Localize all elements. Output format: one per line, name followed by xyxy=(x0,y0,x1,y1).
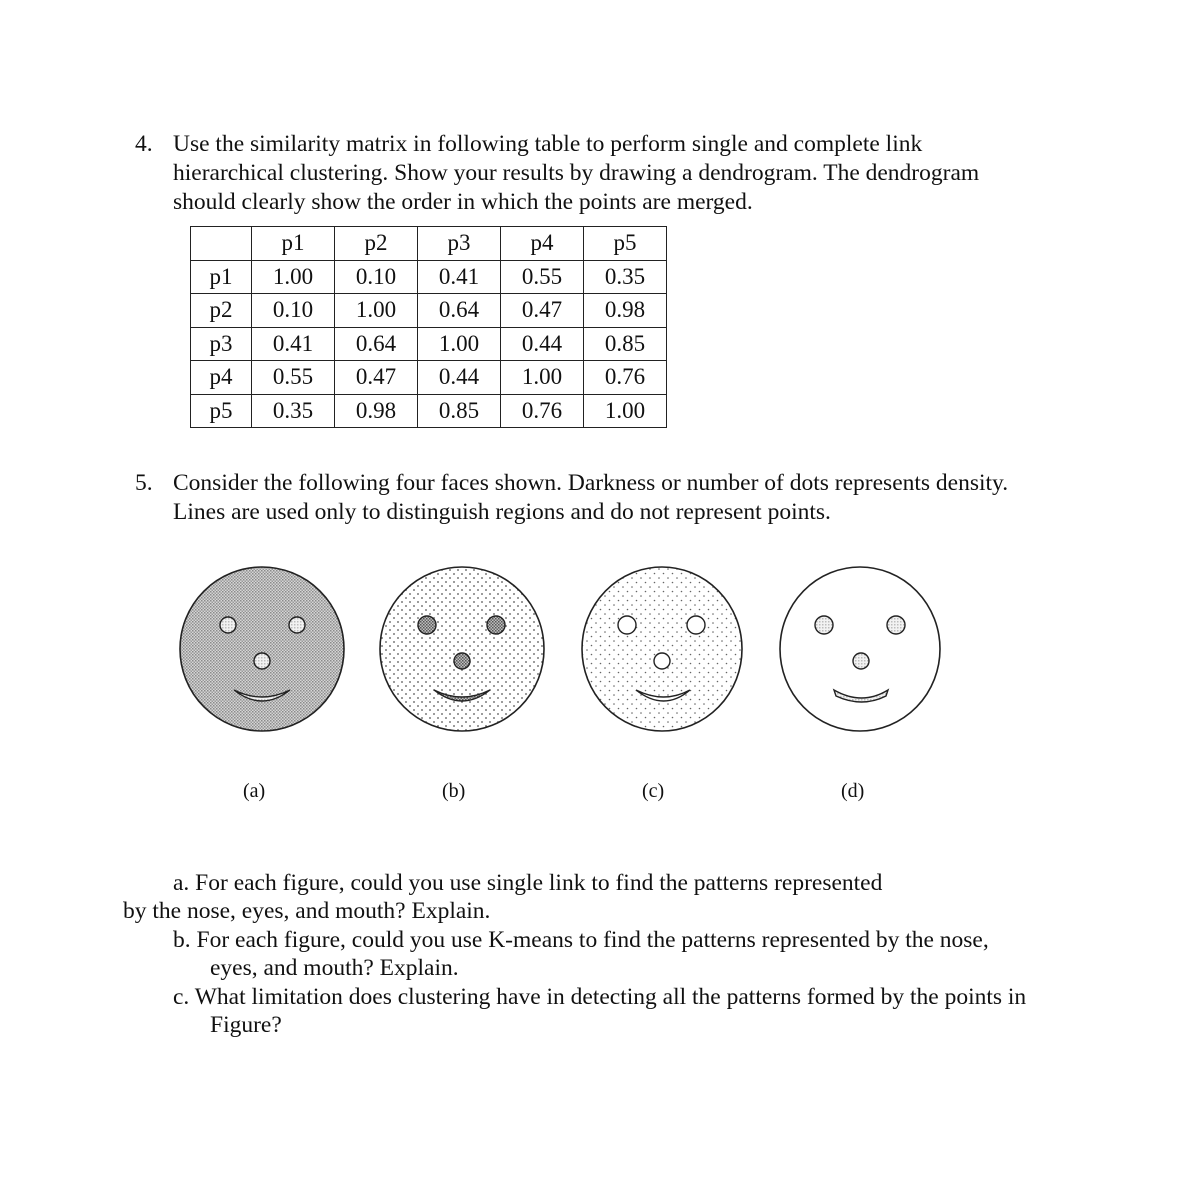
table-cell: 1.00 xyxy=(501,361,584,395)
face-a xyxy=(180,567,344,731)
column-header: p2 xyxy=(335,227,418,261)
table-cell: 1.00 xyxy=(335,294,418,328)
left-eye xyxy=(220,617,236,633)
subquestion-b-line: b. For each figure, could you use K-means to find the patterns represented by the nose, xyxy=(173,927,989,953)
question-text-line: Lines are used only to distinguish regions and do not represent points. xyxy=(173,499,831,525)
table-corner-cell xyxy=(191,227,252,261)
row-header: p5 xyxy=(191,394,252,428)
question-text-line: Use the similarity matrix in following table to perform single and complete link xyxy=(173,131,923,157)
question-text-line: Consider the following four faces shown. Darkness or number of dots represents density. xyxy=(173,470,1009,496)
face-outline xyxy=(582,567,742,731)
column-header: p3 xyxy=(418,227,501,261)
face-outline xyxy=(180,567,344,731)
table-cell: 0.76 xyxy=(584,361,667,395)
table-cell: 1.00 xyxy=(252,260,335,294)
subquestion-c-line: Figure? xyxy=(210,1012,282,1038)
table-cell: 0.55 xyxy=(501,260,584,294)
right-eye xyxy=(687,616,705,634)
table-row xyxy=(191,260,667,294)
right-eye xyxy=(289,617,305,633)
left-eye xyxy=(618,616,636,634)
table-cell: 0.64 xyxy=(335,327,418,361)
table-header-row xyxy=(191,227,667,261)
question-4 xyxy=(135,130,1073,217)
face-outline xyxy=(780,567,940,731)
table-cell: 0.10 xyxy=(252,294,335,328)
question-number: 4. xyxy=(135,131,153,157)
table-cell: 0.47 xyxy=(335,361,418,395)
right-eye xyxy=(487,616,505,634)
face-label-d: (d) xyxy=(841,780,865,802)
face-b xyxy=(380,567,544,731)
table-cell: 0.85 xyxy=(584,327,667,361)
table-cell: 0.41 xyxy=(418,260,501,294)
table-cell: 0.35 xyxy=(252,394,335,428)
table-cell: 1.00 xyxy=(418,327,501,361)
table-cell: 0.41 xyxy=(252,327,335,361)
subquestion-a-line: by the nose, eyes, and mouth? Explain. xyxy=(123,898,491,924)
face-outline xyxy=(380,567,544,731)
nose xyxy=(853,653,869,669)
table-cell: 0.85 xyxy=(418,394,501,428)
question-text-line: should clearly show the order in which the points are merged. xyxy=(173,189,753,215)
similarity-matrix-table xyxy=(190,226,667,428)
row-header: p2 xyxy=(191,294,252,328)
subquestion-c-line: c. What limitation does clustering have in detecting all the patterns formed by the points in xyxy=(173,984,1027,1010)
table-cell: 0.35 xyxy=(584,260,667,294)
face-c xyxy=(582,567,742,731)
table-cell: 0.47 xyxy=(501,294,584,328)
table-cell: 0.44 xyxy=(418,361,501,395)
table-cell: 1.00 xyxy=(584,394,667,428)
nose xyxy=(654,653,670,669)
table-cell: 0.98 xyxy=(335,394,418,428)
left-eye xyxy=(815,616,833,634)
face-label-c: (c) xyxy=(642,780,665,802)
right-eye xyxy=(887,616,905,634)
table-cell: 0.64 xyxy=(418,294,501,328)
table-cell: 0.76 xyxy=(501,394,584,428)
column-header: p1 xyxy=(252,227,335,261)
left-eye xyxy=(418,616,436,634)
table-cell: 0.55 xyxy=(252,361,335,395)
row-header: p1 xyxy=(191,260,252,294)
question-number: 5. xyxy=(135,470,153,496)
table-row xyxy=(191,294,667,328)
table-cell: 0.44 xyxy=(501,327,584,361)
table-cell: 0.98 xyxy=(584,294,667,328)
row-header: p3 xyxy=(191,327,252,361)
nose xyxy=(454,653,470,669)
column-header: p5 xyxy=(584,227,667,261)
table-row xyxy=(191,394,667,428)
table-cell: 0.10 xyxy=(335,260,418,294)
question-text-line: hierarchical clustering. Show your results by drawing a dendrogram. The dendrogram xyxy=(173,160,980,186)
question-5 xyxy=(135,469,1133,527)
face-label-b: (b) xyxy=(442,780,466,802)
subquestion-a-line: a. For each figure, could you use single link to find the patterns represented xyxy=(173,870,883,896)
faces-figure xyxy=(0,555,1188,815)
nose xyxy=(254,653,270,669)
subquestion-b-line: eyes, and mouth? Explain. xyxy=(210,955,459,981)
table-row xyxy=(191,327,667,361)
face-d xyxy=(780,567,940,731)
column-header: p4 xyxy=(501,227,584,261)
face-label-a: (a) xyxy=(243,780,266,802)
table-row xyxy=(191,361,667,395)
row-header: p4 xyxy=(191,361,252,395)
